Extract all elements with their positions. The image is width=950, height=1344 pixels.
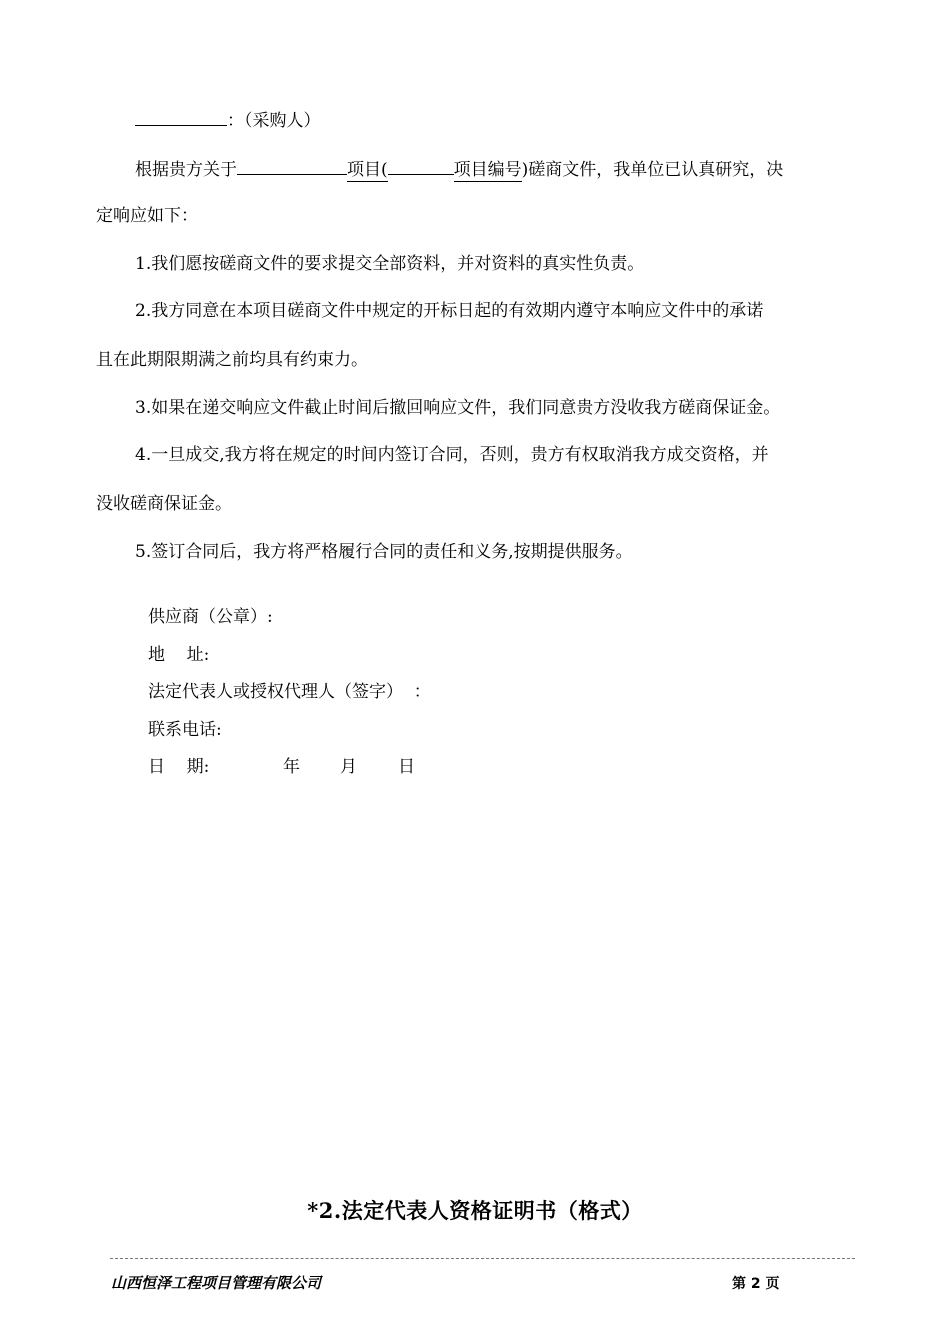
intro-text-2: 项目(: [347, 160, 388, 180]
intro-text-1: 根据贵方关于: [135, 160, 237, 180]
intro-text-4: )磋商文件，我单位已认真研究，决: [521, 160, 784, 180]
intro-line-2: 定响应如下：: [96, 206, 198, 226]
intro-text-3: 项目编号: [453, 160, 522, 180]
date-day: 日: [398, 757, 415, 777]
supplier-seal-label: 供应商（公章）:: [148, 607, 273, 627]
addressee-suffix: ：（采购人）: [227, 111, 321, 131]
blank-gap: [388, 156, 402, 175]
item-3: 3.如果在递交响应文件截止时间后撤回响应文件，我们同意贵方没收我方磋商保证金。: [135, 398, 781, 418]
address-label: 地 址:: [148, 645, 210, 665]
footer-divider: [110, 1258, 855, 1259]
item-4-line-1: 4.一旦成交,我方将在规定的时间内签订合同，否则，贵方有权取消我方成交资格，并: [135, 445, 769, 465]
project-number-blank: [402, 156, 454, 175]
addressee-line: [135, 107, 321, 132]
date-month: 月: [340, 757, 357, 777]
date-label: 日 期:: [148, 757, 210, 777]
intro-line-1: [135, 156, 783, 182]
legal-rep-signature-label: 法定代表人或授权代理人（签字） ：: [148, 682, 431, 702]
phone-label: 联系电话:: [148, 720, 222, 740]
project-name-blank: [237, 156, 347, 175]
footer-company: 山西恒泽工程项目管理有限公司: [111, 1274, 322, 1292]
section-title: *2.法定代表人资格证明书（格式）: [307, 1198, 643, 1223]
date-year: 年: [283, 757, 300, 777]
item-2-line-1: 2.我方同意在本项目磋商文件中规定的开标日起的有效期内遵守本响应文件中的承诺: [135, 301, 764, 321]
item-5: 5.签订合同后，我方将严格履行合同的责任和义务,按期提供服务。: [135, 542, 633, 562]
item-4-line-2: 没收磋商保证金。: [96, 494, 232, 514]
footer-page-number: 第 2 页: [732, 1276, 780, 1292]
purchaser-blank: [135, 107, 227, 126]
item-1: 1.我们愿按磋商文件的要求提交全部资料，并对资料的真实性负责。: [135, 254, 645, 274]
item-2-line-2: 且在此期限期满之前均具有约束力。: [96, 350, 368, 370]
